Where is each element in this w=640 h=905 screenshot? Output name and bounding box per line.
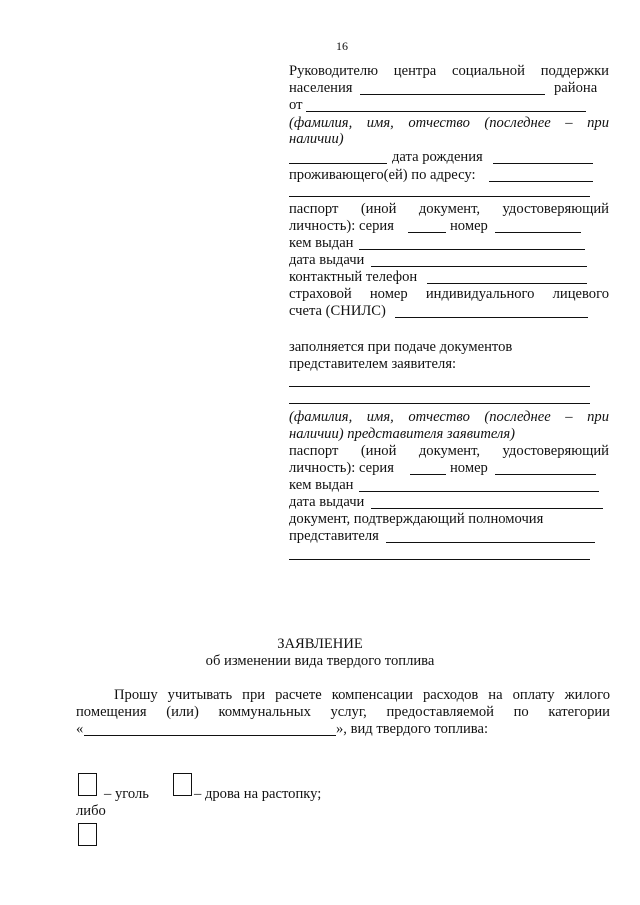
rep-passport-number-field[interactable] — [495, 474, 596, 475]
phone-label: контактный телефон — [289, 269, 418, 285]
snils-line1: страховой номер индивидуального лицевого — [289, 286, 609, 302]
rep-issue-date-field[interactable] — [371, 508, 603, 509]
statement-title: ЗАЯВЛЕНИЕ — [277, 636, 363, 652]
rep-passport-number-label: номер — [450, 460, 488, 476]
page-number: 16 — [336, 39, 348, 53]
firewood-label: – дрова на растопку; — [194, 786, 322, 802]
from-label: от — [289, 97, 303, 113]
rep-name-field[interactable] — [289, 386, 590, 387]
rep-passport-line1: паспорт (иной документ, удостоверяющий — [289, 443, 609, 459]
issued-by-label: кем выдан — [289, 235, 354, 251]
rep-authority-field-2[interactable] — [289, 559, 590, 560]
applicant-name-field-2[interactable] — [289, 163, 387, 164]
quote-open: « — [76, 721, 84, 737]
statement-body-line1: Прошу учитывать при расчете компенсации расходов на оплату жилого — [114, 687, 610, 703]
applicant-name-field[interactable] — [306, 111, 586, 112]
rep-issue-date-label: дата выдачи — [289, 494, 365, 510]
district-field[interactable] — [360, 94, 545, 95]
birth-date-label: дата рождения — [392, 149, 483, 165]
addressee-line1: Руководителю центра социальной поддержки — [289, 63, 609, 79]
quote-close: », вид твердого топлива: — [336, 721, 489, 737]
rep-fio-hint: (фамилия, имя, отчество (последнее – при — [289, 409, 609, 425]
statement-body-line2: помещения (или) коммунальных услуг, предоставляемой по категории — [76, 704, 610, 720]
rep-issued-by-field[interactable] — [359, 491, 599, 492]
rep-note-line1: заполняется при подаче документов — [289, 339, 513, 355]
category-field[interactable] — [84, 735, 336, 736]
passport-series-field[interactable] — [408, 232, 446, 233]
rep-passport-series-label: личность): серия — [289, 460, 394, 476]
passport-number-label: номер — [450, 218, 488, 234]
passport-number-field[interactable] — [495, 232, 581, 233]
snils-line2: счета (СНИЛС) — [289, 303, 386, 319]
coal-checkbox[interactable] — [78, 773, 97, 796]
address-field-2[interactable] — [289, 196, 590, 197]
passport-series-label: личность): серия — [289, 218, 394, 234]
rep-authority-line2: представителя — [289, 528, 379, 544]
issued-by-field[interactable] — [359, 249, 585, 250]
rep-passport-series-field[interactable] — [410, 474, 446, 475]
rep-name-field-2[interactable] — [289, 403, 590, 404]
phone-field[interactable] — [427, 283, 587, 284]
snils-field[interactable] — [395, 317, 588, 318]
addressee-line2-suffix: района — [554, 80, 598, 96]
statement-subtitle: об изменении вида твердого топлива — [205, 653, 435, 669]
passport-line1: паспорт (иной документ, удостоверяющий — [289, 201, 609, 217]
issue-date-label: дата выдачи — [289, 252, 365, 268]
rep-note-line2: представителем заявителя: — [289, 356, 457, 372]
coal-label: – уголь — [104, 786, 149, 802]
rep-fio-hint-cont: наличии) представителя заявителя) — [289, 426, 515, 442]
issue-date-field[interactable] — [371, 266, 587, 267]
other-option-checkbox[interactable] — [78, 823, 97, 846]
rep-issued-by-label: кем выдан — [289, 477, 354, 493]
residing-label: проживающего(ей) по адресу: — [289, 167, 476, 183]
birth-date-field[interactable] — [493, 163, 593, 164]
address-field[interactable] — [489, 181, 593, 182]
fio-hint-cont: наличии) — [289, 131, 344, 147]
fio-hint: (фамилия, имя, отчество (последнее – при — [289, 115, 609, 131]
firewood-checkbox[interactable] — [173, 773, 192, 796]
rep-authority-line1: документ, подтверждающий полномочия — [289, 511, 544, 527]
rep-authority-field[interactable] — [386, 542, 595, 543]
or-label: либо — [76, 803, 106, 819]
addressee-line2-prefix: населения — [289, 80, 353, 96]
